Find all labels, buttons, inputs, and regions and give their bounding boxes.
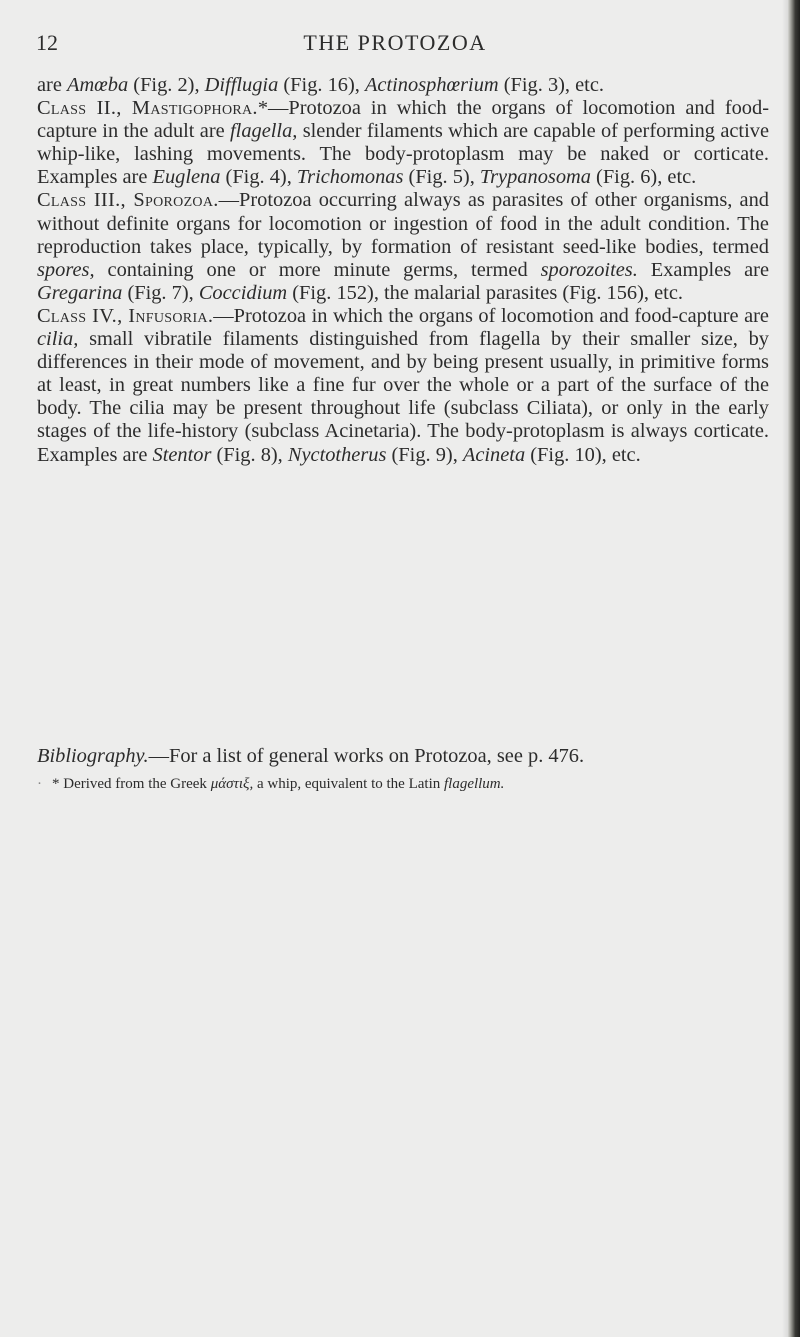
- bibliography-label: Bibliography.: [37, 745, 149, 767]
- class-heading: Class II., Mastigophora.: [37, 97, 258, 120]
- footnote: · * Derived from the Greek μάστιξ, a whip, equivalent to the Latin flagellum.: [37, 776, 505, 792]
- footnote-marker: *: [52, 776, 60, 792]
- footnote-marker: *: [257, 97, 269, 120]
- page-edge-shadow: [788, 0, 800, 1337]
- greek-word: μάστιξ,: [210, 776, 254, 792]
- page-number: 12: [36, 30, 58, 55]
- bibliography-note: Bibliography.—For a list of general works on Protozoa, see p. 476.: [37, 745, 585, 767]
- paragraph-class-sporozoa: Class III., Sporozoa.—Protozoa occurring always as parasites of other organisms, and without definite organs for locomotion or ingestion of food in the adult condition. The reproduction takes place, typically, by formation of resistant seed-like bodies, termed spores, containing one or more minute germs, termed sporozoites. Examples are Gregarina (Fig. 7), Coccidium (Fig. 152), the malarial parasites (Fig. 156), etc.: [37, 189, 769, 304]
- stray-dot: ·: [37, 776, 42, 792]
- running-title: THE PROTOZOA: [303, 30, 487, 55]
- paragraph-class-mastigophora: Class II., Mastigophora.*—Protozoa in which the organs of locomotion and food-capture in the adult are flagella, slender filaments which are capable of performing active whip-like, lashing movements. The body-protoplasm may be naked or corticate. Examples are Euglena (Fig. 4), Trichomonas (Fig. 5), Trypanosoma (Fig. 6), etc.: [37, 97, 769, 189]
- paragraph-intro: are Amœba (Fig. 2), Difflugia (Fig. 16), Actinosphœrium (Fig. 3), etc.: [37, 74, 604, 96]
- body-text: [37, 74, 769, 467]
- class-heading: Class IV., Infusoria.: [37, 304, 214, 327]
- page-header: [0, 30, 790, 60]
- class-heading: Class III., Sporozoa.: [37, 189, 219, 212]
- paragraph-class-infusoria: Class IV., Infusoria.—Protozoa in which the organs of locomotion and food-capture are cilia, small vibratile filaments distinguished from flagella by their smaller size, by differences in their mode of movement, and by being present usually, in primitive forms at least, in great numbers like a fine fur over the whole or a part of the surface of the body. The cilia may be present throughout life (subclass Ciliata), or only in the early stages of the life-history (subclass Acinetaria). The body-protoplasm is always corticate. Examples are Stentor (Fig. 8), Nyctotherus (Fig. 9), Acineta (Fig. 10), etc.: [37, 304, 769, 466]
